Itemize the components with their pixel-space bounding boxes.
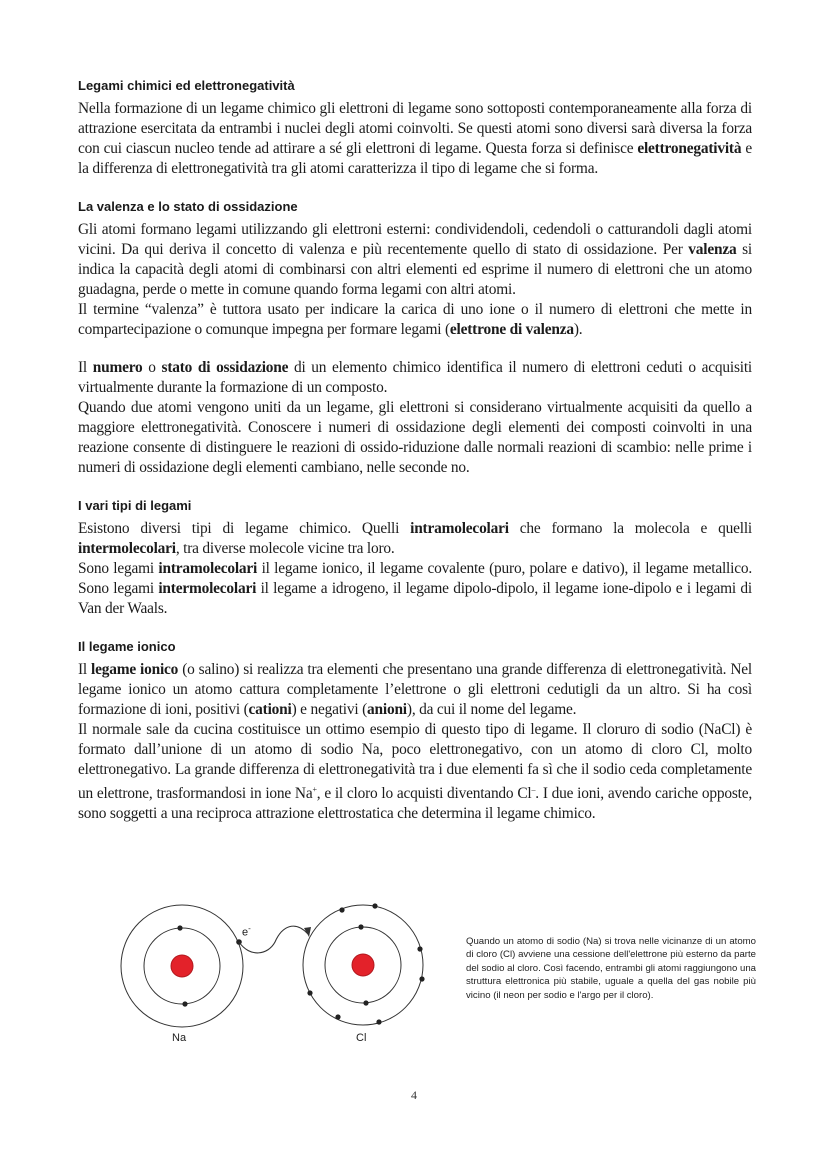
bold-term: elettronegatività — [637, 140, 742, 157]
text-run: e la differenza di elettronegatività tra gli atomi caratterizza il tipo di legame che si forma. — [78, 140, 752, 177]
bold-term: elettrone di valenza — [449, 321, 574, 338]
paragraph — [78, 519, 752, 559]
text-run: . I due ioni, avendo cariche opposte, sono soggetti a una reciproca attrazione elettrostatica che determina il legame chimico. — [78, 785, 753, 823]
text-run: ), da cui il nome del legame. — [406, 701, 577, 718]
text-run: Sono legami — [78, 560, 159, 577]
bold-term: stato di ossidazione — [161, 359, 289, 376]
text-run: Quando due atomi vengono uniti da un legame, gli elettroni si considerano virtualmente acquisiti da quello a maggiore elettronegatività. Conoscere i numeri di ossidazione degli elementi dei composti coinvolti in una reazione consente di distinguere le reazioni di ossido-riduzione dalle normali reazioni di scambio: nelle prime i numeri di ossidazione degli elementi cambiano, nelle seconde no. — [78, 399, 752, 476]
bold-term: intramolecolari — [158, 560, 258, 577]
electron-label: e- — [242, 924, 251, 939]
text-run: Il — [78, 661, 92, 678]
bold-term: legame ionico — [91, 661, 179, 678]
paragraph — [78, 358, 752, 398]
text-run: , e il cloro lo acquisti diventando Cl — [316, 785, 532, 803]
sodium-label: Na — [172, 1032, 187, 1044]
paragraph — [78, 559, 752, 619]
section-heading: Il legame ionico — [78, 639, 176, 654]
text-run: Il termine “valenza” è tuttora usato per indicare la carica di uno ione o il numero di elettroni che mette in compartecipazione o comunque impegna per formare legami ( — [78, 301, 752, 338]
bold-term: numero — [92, 359, 143, 376]
bold-term: intermolecolari — [78, 540, 176, 557]
section — [78, 639, 752, 824]
text-run: ). — [573, 321, 583, 338]
text-run: di un elemento chimico identifica il numero di elettroni ceduti o acquisiti virtualmente durante la formazione di un composto. — [78, 359, 752, 396]
section-heading: I vari tipi di legami — [78, 498, 192, 513]
chlorine-atom-icon — [303, 903, 425, 1025]
text-run: si indica la capacità degli atomi di combinarsi con altri elementi ed esprime il numero di elettroni che un atomo guadagna, perde o mette in comune quando forma legami con altri atomi. — [78, 241, 752, 298]
text-run: ) e negativi ( — [291, 701, 368, 718]
paragraph — [78, 300, 752, 340]
ionic-bond-figure — [110, 880, 440, 1055]
bold-term: valenza — [688, 241, 737, 258]
text-run: Esistono diversi tipi di legame chimico. Quelli — [78, 520, 411, 537]
sodium-atom-icon — [121, 905, 243, 1027]
section — [78, 199, 752, 478]
section-heading: La valenza e lo stato di ossidazione — [78, 199, 298, 214]
text-run: Nella formazione di un legame chimico gli elettroni di legame sono sottoposti contemporaneamente alla forza di attrazione esercitata da entrambi i nuclei degli atomi coinvolti. Se questi atomi sono diversi sarà diversa la forza con cui ciascun nucleo tende ad attirare a sé gli elettroni di legame. Questa forza si definisce — [78, 100, 752, 157]
paragraph — [78, 398, 752, 478]
text-run: il legame ionico, il legame covalente (puro, polare e dativo), il legame metallico. Sono legami — [78, 560, 752, 597]
bold-term: intramolecolari — [410, 520, 509, 537]
bold-term: anioni — [367, 701, 407, 718]
section — [78, 78, 752, 179]
text-run: Il normale sale da cucina costituisce un ottimo esempio di questo tipo di legame. Il cloruro di sodio (NaCl) è formato dall’unione di un atomo di sodio Na, poco elettronegativo, con un atomo di cloro Cl, molto elettronegativo. La grande differenza di elettronegatività tra i due elementi fa sì che il sodio ceda completamente un elettrone, trasformandosi in ione Na — [78, 721, 752, 803]
bold-term: cationi — [248, 701, 292, 718]
text-run: (o salino) si realizza tra elementi che presentano una grande differenza di elettronegatività. Nel legame ionico un atomo cattura completamente l’elettrone o gli elettroni cedutigli da un altro. Si ha così formazione di ioni, positivi ( — [78, 661, 752, 718]
text-run: o — [142, 359, 162, 376]
atom-diagram-svg — [110, 880, 440, 1055]
page-body — [78, 78, 752, 844]
paragraph — [78, 99, 752, 179]
text-run: Il — [78, 359, 93, 376]
section — [78, 498, 752, 619]
paragraph — [78, 220, 752, 300]
bold-term: intermolecolari — [158, 580, 257, 597]
paragraph-gap — [78, 340, 752, 358]
text-run: – — [531, 785, 536, 794]
paragraph — [78, 720, 752, 824]
text-run: che formano la molecola e quelli — [508, 520, 752, 537]
text-run: Gli atomi formano legami utilizzando gli elettroni esterni: condividendoli, cedendoli o catturandoli dagli atomi vicini. Da qui deriva il concetto di valenza e più recentemente quello di stato di ossidazione. Per — [78, 221, 752, 258]
figure-caption: Quando un atomo di sodio (Na) si trova nelle vicinanze di un atomo di cloro (Cl) avviene una cessione dell'elettrone più esterno da parte del sodio al cloro. Così facendo, entrambi gli atomi raggiungono una struttura elettronica più stabile, uguale a quella del gas nobile più vicino (il neon per sodio e l'argo per il cloro). — [466, 936, 756, 1001]
page-number: 4 — [411, 1088, 417, 1102]
text-run: + — [312, 785, 317, 794]
chlorine-label: Cl — [356, 1032, 367, 1044]
text-run: il legame a idrogeno, il legame dipolo-dipolo, il legame ione-dipolo e i legami di Van der Waals. — [78, 580, 752, 617]
text-run: , tra diverse molecole vicine tra loro. — [175, 540, 395, 557]
paragraph — [78, 660, 752, 720]
section-heading: Legami chimici ed elettronegatività — [78, 78, 295, 93]
